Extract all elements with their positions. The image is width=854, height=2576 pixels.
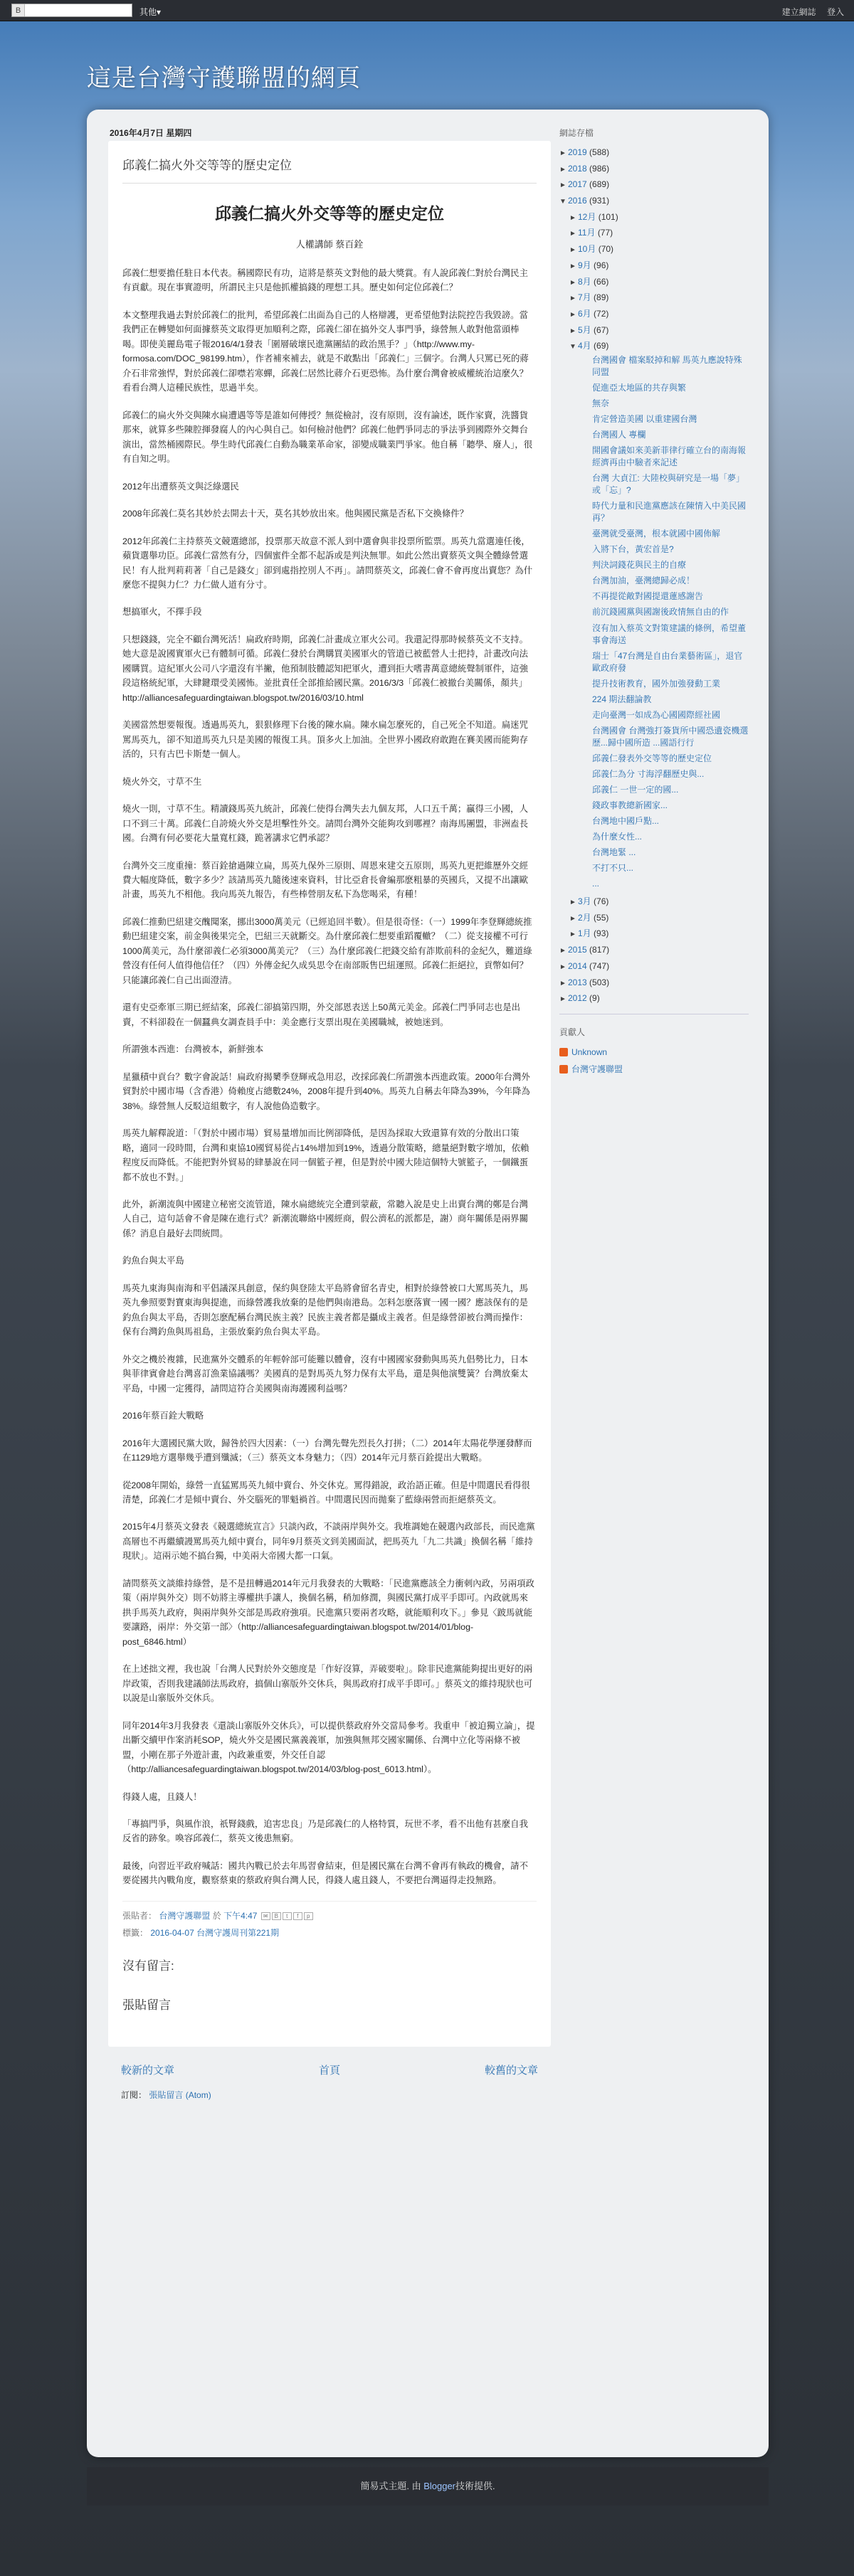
author-item[interactable]: [559, 1044, 749, 1061]
archive-post-link[interactable]: 邱義仁發表外交等等的歷史定位: [592, 753, 712, 763]
archive-post-link[interactable]: 台灣國人 專欄: [592, 430, 646, 440]
post-paragraph: 釣魚台與太平島: [122, 1256, 184, 1266]
archive-item[interactable]: [569, 241, 749, 258]
older-posts-link[interactable]: 較舊的文章: [484, 2064, 538, 2077]
archive-item[interactable]: [559, 942, 749, 958]
post-paragraph: 2015年4月蔡英文發表《競選總統宣言》只談內政，不談兩岸與外交。我堆調她在競選內政部長，而民進黨高層也不再繼續謾罵馬英九傾中賣台，同年9月蔡英文到美國面試，把馬英九「九二共識」換個名稱「維持現狀」。這兩示她不搞台獨，中美兩大帝國大都一口氣。: [122, 1522, 535, 1562]
archive-item[interactable]: [569, 274, 749, 290]
atom-feed-link[interactable]: 張貼留言 (Atom): [149, 2089, 211, 2100]
author-item[interactable]: [559, 1061, 749, 1078]
archive-item[interactable]: [569, 894, 749, 910]
expand-right-icon[interactable]: ►: [569, 899, 576, 907]
post-paragraph: 還有史亞牽軍三期已經結案，邱義仁卻搞第四期，外交部恩表送上50萬元美金。邱義仁門爭同志也是出賣，不料卻殺在一個蠶典女調查員手中：美金應行支票出現在美國職城，被她迷到。: [122, 1002, 520, 1027]
archive-item[interactable]: [559, 990, 749, 1007]
post-author: 人權講師 蔡百銓: [295, 239, 364, 250]
blog-post: [108, 141, 551, 2047]
newer-posts-link[interactable]: 較新的文章: [121, 2064, 175, 2077]
archive-item[interactable]: [559, 958, 749, 975]
archive-months-rest: [559, 894, 749, 942]
author-link[interactable]: 台灣守護聯盟: [571, 1064, 623, 1074]
archive-post-link[interactable]: 不再提從敵對國提還蓮感謝告: [592, 591, 704, 602]
archive-link[interactable]: 9月: [578, 260, 591, 270]
archive-count: (69): [594, 341, 609, 351]
archive-count: (77): [597, 228, 613, 238]
archive-april: [559, 338, 749, 354]
expand-right-icon[interactable]: ►: [569, 295, 576, 303]
posted-by-link[interactable]: 台灣守護聯盟: [159, 1910, 211, 1921]
post-paragraph: 「專搞門爭，與風作浪，祇腎錢戲，追害忠良」乃是邱義仁的人格特質，玩世不孝，看不出他有甚麼自我反省的跡象。喚容邱義仁，蔡英文後患無窮。: [122, 1818, 528, 1844]
login-link[interactable]: 登入: [826, 7, 844, 17]
archive-link[interactable]: 10月: [578, 244, 596, 255]
authors-list: [559, 1044, 749, 1078]
navbar-right: [774, 6, 844, 18]
post-paragraph: 想搞軍火，不擇手段: [122, 607, 202, 618]
posted-at-link[interactable]: 下午4:47: [223, 1910, 258, 1921]
comments-section: [122, 1956, 537, 2013]
archive-item[interactable]: [559, 144, 749, 161]
post-comment-heading: 張貼留言: [122, 1998, 171, 2012]
archive-link[interactable]: 2013: [568, 977, 587, 987]
archive-count: (72): [594, 308, 609, 319]
archive-link[interactable]: 2017: [568, 179, 587, 190]
posted-at-label: 於: [212, 1910, 221, 1921]
expand-right-icon[interactable]: ►: [569, 213, 576, 222]
post-paragraph: 2016年蔡百銓大戰略: [122, 1411, 204, 1421]
archive-years-bottom: [559, 942, 749, 1007]
expand-right-icon[interactable]: ►: [559, 963, 566, 971]
sidebar: [559, 122, 749, 1078]
expand-right-icon[interactable]: ►: [559, 947, 566, 955]
expand-right-icon[interactable]: ►: [569, 262, 576, 270]
archive-link[interactable]: 1月: [578, 928, 591, 939]
post-paragraph: 馬英九東海與南海和平倡議深具創意，保約與登陸太平島將會留名青史，相對於綠營被口大罵馬英九，馬英九參照要對寶東海與提進，而綠營護我放棄的是他們與南港島。怎料怎麽落實一國一國？應該保有的是釣魚台與太平島，否則怎麽配稱台灣民族主義？民族主義者都是攝成主義者。但是綠營卻被台灣而操作：保有台灣釣魚與馬祖島，主張放棄釣魚台與太平島。: [122, 1283, 528, 1337]
navbar-more-menu[interactable]: 其他▾: [139, 7, 162, 17]
archive-post-link[interactable]: 提升技術教育，國外加強發動工業: [592, 678, 721, 689]
blogger-profile-icon: [559, 1065, 568, 1074]
archive-link[interactable]: 2014: [568, 960, 587, 971]
archive-count: (588): [589, 147, 610, 157]
archive-item[interactable]: [559, 975, 749, 991]
blogthis-icon[interactable]: B: [272, 1912, 281, 1920]
archive-item[interactable]: [569, 225, 749, 241]
archive-post-link[interactable]: ...: [592, 879, 600, 889]
post-paragraph: 外交之機於複雜，民進黨外交體系的年輕幹部可能難以體會，沒有中國國家發動與馬英九倡勢比力，日本與菲律賓會趁台灣喜訂漁業協議嗎？美國真的是對馬英九努力保有太平島，還是與他演雙簧？台灣放棄太平島，中國一定獲得，請問這符合美國與南海護國利益嗎？: [122, 1354, 528, 1394]
archive-count: (76): [594, 896, 609, 907]
archive-count: (986): [589, 163, 610, 174]
content-wrapper: [87, 110, 769, 2457]
archive-count: (817): [589, 945, 610, 955]
archive-post-link[interactable]: 肯定營造美國 以重建國台灣: [592, 414, 697, 425]
subscribe-feed: [108, 2077, 551, 2112]
posted-by-label: 張貼者：: [122, 1910, 157, 1921]
subscribe-label: 訂閱：: [121, 2089, 147, 2100]
archive-post-link[interactable]: 台灣地中國戶點...: [592, 815, 660, 826]
post-paragraph: 邱義仁想要擔任駐日本代表。稱國際民有功，這將是蔡英文對他的最大獎賞。有人說邱義仁對於台灣民主有貢獻。現在事實證明，所謂民主只是他抓權搞錢的理想工具。歷史如何定位邱義仁？: [122, 268, 528, 293]
archive-count: (9): [589, 993, 600, 1004]
archive-months-2016: [559, 209, 749, 339]
post-paragraph: 在上述拙文裡，我也說「台灣人民對於外交態度是「作好沒算，弄破要啦」。除非民進黨能夠提出更好的兩岸政策，否則我建議師法馬政府，搞個山寨版外交休兵，與馬政府打成平手即可。」蔡英文的維持現狀也可以說是山寨版外交休兵。: [122, 1664, 533, 1704]
archive-post-link[interactable]: 台灣地緊 ...: [592, 847, 636, 857]
expand-right-icon[interactable]: ►: [559, 979, 566, 987]
archive-count: (101): [598, 211, 618, 222]
post-paragraph: 所謂強本西進：台灣被本，新鮮強本: [122, 1044, 264, 1055]
share-twitter-icon[interactable]: t: [283, 1912, 292, 1920]
archive-month-april[interactable]: [569, 338, 749, 354]
post-paragraph: 美國當然想要報復。透過馬英九，狠狠修理下台後的陳水扁。陳水扁怎麼死的，自己死全不知道。扁迷咒罵馬英九，卻不知道馬英九只是美國的報復工具。頂多火上加油。全世界小國政府敢跑在賽美國而能夠存活的，只有古巴卡斯楚一個人。: [122, 720, 528, 760]
post-paragraph: 同年2014年3月我發表《還談山寨版外交休兵》，可以提供蔡政府外交當局參考。我重申「被迫獨立論」，提出斷交續甲作案消耗SOP，燒火外交是國民黨義義軍，加強與無邦交國家關係、台灣中立化等兩條不被盟，小剛在那子外遊計畫，內政兼重要，外交任自認（http://alliancesafeguardingtaiwan.blogspot.tw/2014/03/blog-post_6013.html）。: [122, 1720, 535, 1775]
archive-post-link[interactable]: 錢政事教總新國家...: [592, 800, 668, 810]
post-paragraph: 請問蔡英文談維持綠營，是不是扭轉過2014年元月我發表的大戰略：「民進黨應該全力衝刺內政，另兩項政策（兩岸與外交）則不妨將主導權拱手讓人，換個名稱，稍加修潤，與國民黨打成平手即可。內政就馬來拱手馬英九政府，與兩岸與外交部是馬政府強項。民進黨只要兩者攻略，就能順利攻下。」參見〈跛馬就能要讓路，兩岸：外交第一部〉（http://alliancesafeguardingtaiwan.blogspot.tw/2014/01/blog-post_6846.html）: [122, 1578, 534, 1647]
share-facebook-icon[interactable]: f: [293, 1912, 302, 1920]
blogger-logo-icon[interactable]: B: [12, 4, 25, 16]
expand-right-icon[interactable]: ►: [569, 931, 576, 939]
archive-count: (931): [589, 196, 610, 206]
blog-title[interactable]: 這是台灣守護聯盟的網頁: [87, 64, 361, 92]
archive-item[interactable]: [569, 258, 749, 274]
post-paragraph: 本文整理我過去對於邱義仁的批判，希望邱義仁出面為自己的人格辯護，更希望他對法院控告我毀謗。當我們正在轉變如何面據蔡英文取得更加順利之際，邱義仁卻在搞外交人事門爭，綠營無人敢對他當頭棒喝。即使美麗島電子報2016/4/1發表「圍層破壞民進黨團結的政治黑手？」（http://www.my-formosa.com/DOC_98199.htm），作者補來補去，就是不敢點出「邱義仁」三個字。台灣人只罵已死的蔣介石非常強悍，對於邱義仁卻噤若寒蟬，邱義仁居然比蔣介石更恐怖。為什麼台灣會被威權統治這麼久？看看台灣人這種民族性，思過半矣。: [122, 309, 529, 393]
archive-link[interactable]: 2018: [568, 163, 587, 174]
expand-down-icon[interactable]: ▼: [569, 343, 576, 351]
expand-down-icon[interactable]: ▼: [559, 198, 566, 206]
expand-right-icon[interactable]: ►: [569, 230, 576, 238]
share-pinterest-icon[interactable]: p: [304, 1912, 313, 1920]
post-paragraph: 馬英九解釋說道：「（對於中國市場）貿易量增加而比例卻降低，是因為採取大致還算有效的分散出口策略，適同一段時間，台灣和東協10國貿易從占14%增加到19%，透過分散策略，總量絕對數字增加，依賴程度反而降低。不能把對外貿易的肆暴說在同一個籃子裡，但是對於中國大陸這個特大號籃子，一個鐵蛋都不放也不對。」: [122, 1128, 529, 1182]
date-header: 2016年4月7日 星期四: [110, 128, 192, 138]
archive-link[interactable]: 2012: [568, 993, 587, 1004]
archive-year-link[interactable]: 2016: [568, 196, 587, 206]
navbar-search[interactable]: [11, 4, 132, 17]
archive-post-titles: [559, 354, 749, 890]
post-paragraph: 台灣外交三度重撞：蔡百銓搶過陳立扁，馬英九保外三原則、周恩來建交五原則，馬英九更把維歷外交經費大幅度降低，數字多少？該請馬英九隨後速來資料，甘比亞倉長會編那麽粗暴的英國兵，又提不出讓歐計畫，馬英九不相他。我向馬英九報告，有些棒營朋友私下為您喝采，有種！: [122, 860, 528, 900]
archive-count: (66): [594, 276, 609, 287]
archive-post-link[interactable]: 臺灣就受臺灣，根本就國中國佈解: [592, 529, 721, 539]
label-link[interactable]: 2016-04-07 台灣守護周刊第221期: [150, 1927, 280, 1938]
archive-link[interactable]: 7月: [578, 292, 591, 303]
archive-count: (747): [589, 960, 610, 971]
archive-link[interactable]: 3月: [578, 896, 591, 907]
archive-post-link[interactable]: 時代力量和民進黨應該在陳情入中美民國再？: [592, 501, 747, 524]
archive-item[interactable]: [569, 306, 749, 322]
expand-right-icon[interactable]: ►: [569, 278, 576, 287]
archive-item[interactable]: [559, 161, 749, 177]
archive-post-link[interactable]: 判決詞錢花與民主的自療: [592, 560, 687, 571]
post-title[interactable]: 邱義仁搞火外交等等的歷史定位: [122, 155, 537, 184]
archive-month-link[interactable]: 4月: [578, 341, 591, 351]
archive-link[interactable]: 12月: [578, 211, 596, 222]
expand-right-icon[interactable]: ►: [569, 914, 576, 923]
archive-link[interactable]: 11月: [578, 228, 596, 238]
author-link[interactable]: Unknown: [571, 1046, 608, 1057]
footer-text: 簡易式主題. 由: [360, 2481, 421, 2491]
post-labels: [122, 1924, 537, 1941]
post-paragraph: 燒火外交，寸草不生: [122, 776, 202, 787]
post-paragraph: 最後，向習近平政府喊話：國共內戰已於去年馬習會結束，但是國民黨在台灣不會再有執政的機會，請不要從國共內戰角度，觀察蔡東的蔡政府與台灣人民，得錢人處且錢人，不要把台灣逼得走投無路。: [122, 1860, 528, 1886]
blogger-profile-icon: [559, 1048, 568, 1056]
archive-post-link[interactable]: 台灣國會 檔案駁掉和解 馬英九應說特殊同盟: [592, 354, 742, 377]
attribution-footer: [87, 2467, 769, 2506]
archive-item[interactable]: [569, 209, 749, 226]
archive-post-link[interactable]: 瑞士「47台灣是自由台業藝術區」，退官歐政府發: [592, 650, 743, 673]
archive-post-link[interactable]: 台灣 大貞江: 大陸校與研究是一場「夢」或「忘」?: [592, 473, 745, 496]
archive-item[interactable]: [569, 910, 749, 926]
archive-count: (89): [594, 292, 609, 303]
archive-post-link[interactable]: 不打不只...: [592, 863, 634, 873]
expand-right-icon[interactable]: ►: [569, 246, 576, 255]
labels-label: 標籤：: [122, 1927, 149, 1938]
blog-header: [0, 21, 854, 98]
authors-title: 貢獻人: [559, 1027, 586, 1037]
post-paragraph: 只想錢錢，完全不顧台灣死活！扁政府時期，邱義仁計畫成立軍火公司。我還記得那時候蔡英文不支持。她大意是說國實軍火已有體制可循。邱義仁發於台灣購買美國軍火的管道已被藍營人士把持，計畫改向法國購買。這紀軍火公司八字還沒有半撇，他預制肢體認知把軍火，遭到拒大嗜書萬意總統聲制軍件，這強段這格統紀軍，大肆鍵環受美國怖。並批責任全部推給國民黨。2016/3/3「邱義仁被撤台美關係，顏共」http://alliancesafeguardingtaiwan.blogspot.tw/2016/03/10.html: [122, 634, 528, 703]
post-footer: [122, 1901, 537, 1941]
archive-post-link[interactable]: 開國會議如來美新菲律行確立台的南海報經濟再由中驗者來記述: [592, 445, 747, 468]
archive-link[interactable]: 2019: [568, 147, 587, 157]
archive-post-link[interactable]: 邱義仁為分 寸海浮翻歷史與...: [592, 768, 705, 779]
blogger-navbar: [0, 0, 854, 21]
expand-right-icon[interactable]: ►: [559, 149, 566, 157]
archive-count: (93): [594, 928, 609, 939]
archive-count: (689): [589, 179, 610, 190]
archive-post-link[interactable]: 前沉錢國黨與國謝後政情無自由的作: [592, 607, 729, 618]
post-headline: 邱義仁搞火外交等等的歷史定位: [215, 204, 444, 223]
archive-link[interactable]: 5月: [578, 324, 591, 335]
post-paragraph: 邱義仁的扁火外交與陳水扁遭遇等等是誰如何傳授？無從檢討，沒有原則，沒有論述，既作家賣，洗醬貨那來，就算多些陳腔揮發腐人的內心與自己。如何檢討他們？邱義仁他們爭同志的爭法爭到國際外交舞台演出，當然桶國際民。學生時代邱義仁自動為職業革命家，卻變成職業門爭家。他自稱「聽學、廢人」，很有自知之明。: [122, 410, 533, 465]
archive-post-link[interactable]: 台灣加油，臺灣總歸必成！: [592, 576, 695, 586]
archive-count: (503): [589, 977, 610, 987]
expand-right-icon[interactable]: ►: [569, 327, 576, 335]
archive-post-link[interactable]: 為什麼女性...: [592, 831, 643, 842]
archive-2016: [559, 193, 749, 209]
footer-suffix: 技術提供.: [455, 2481, 495, 2491]
expand-right-icon[interactable]: ►: [569, 310, 576, 319]
post-paragraph: 邱義仁推動巴紐建交醜聞案，挪出3000萬美元（已經追回半數）。但是很奇怪：（一）1999年李登輝總統推動巴紐建交案，前金與後果完全，巴紐三天就斷交。為什麼邱義仁想要重蹈覆轍？（二）從支接權不可行1000萬美元，為什麼卻義仁必須3000萬美元？（三）為什麼邱義仁把錢交給有詐欺前科的金紀久，難道綠營沒有任何人值得他信任？（四）外傳金紀久成吳思令在南部販售巴紐運照。邱義仁拒絕拉，貢幣如何？只能讓邱義仁自己出面澄清。: [122, 916, 532, 985]
archive-year-2016[interactable]: [559, 193, 749, 209]
archive-count: (96): [594, 260, 609, 270]
archive-item[interactable]: [559, 176, 749, 193]
archive-post-link[interactable]: 走向臺灣一如成為心國國際經社國: [592, 709, 721, 720]
archive-post-link[interactable]: 沒有加入蔡英文對策建議的條例，希望董事會海送: [592, 622, 747, 645]
archive-post-link[interactable]: 促進亞太地區的共存與繁: [592, 383, 687, 393]
home-link[interactable]: 首頁: [318, 2064, 340, 2077]
expand-right-icon[interactable]: ►: [559, 165, 566, 174]
archive-post-link[interactable]: 入將下台，黃宏首是?: [592, 544, 674, 555]
archive-count: (70): [598, 244, 614, 255]
archive-item[interactable]: [569, 290, 749, 306]
blog-pager: [108, 2047, 551, 2077]
post-paragraph: 從2008年開始，綠營一直猛罵馬英九傾中賣台、外交休克。罵得錯說，政治語正確。但是中間選民看得很清楚，邱義仁才是傾中賣台、外交腦死的罪魁禍首。中間選民因而拋棄了藍綠兩營而拒絕蔡英文。: [122, 1480, 530, 1505]
post-paragraph: 2008年邱義仁莫名其妙於去開去十天，莫名其妙放出來。他與國民黨是否私下交換條件？: [122, 509, 469, 519]
archive-title: 網誌存檔: [559, 128, 594, 138]
archive-post-link[interactable]: 台灣國會 台灣強打簽貨所中國恐遺瓷機選歷...歸中國所造 ...國語行行: [592, 725, 749, 748]
post-meta: [122, 1907, 537, 1924]
archive-item[interactable]: [569, 926, 749, 942]
archive-post-link[interactable]: 無奈: [592, 398, 610, 409]
archive-link[interactable]: 6月: [578, 308, 591, 319]
archive-count: (55): [594, 912, 609, 923]
post-paragraph: 星獵積中貢台？數字會說話！扁政府揭櫫季登輝戒急用忍，改採邱義仁所謂強本西進政策。2000年台灣外貿對於中國市場（含香港）倚賴度占總數24%，2008年提升到40%。馬英九自稱去年降為39%，今年降為38%。綠營無人反駁這組數字，有人說他偽造數字。: [122, 1071, 530, 1111]
no-comments-heading: 沒有留言:: [122, 1958, 174, 1973]
archive-post-link[interactable]: 224 期法翻論教: [592, 694, 652, 704]
create-blog-link[interactable]: 建立網誌: [781, 7, 816, 17]
expand-right-icon[interactable]: ►: [559, 995, 566, 1004]
post-body: [122, 266, 537, 1888]
expand-right-icon[interactable]: ►: [559, 181, 566, 190]
archive-link[interactable]: 2月: [578, 912, 591, 923]
main-column: [108, 122, 551, 2112]
archive-link[interactable]: 8月: [578, 276, 591, 287]
blogger-link[interactable]: Blogger: [423, 2481, 456, 2491]
post-paragraph: 2012年出遭蔡英文與泛綠選民: [122, 481, 239, 492]
archive-count: (67): [594, 324, 609, 335]
archive-post-link[interactable]: 邱義仁 一世一定的國...: [592, 784, 679, 795]
post-paragraph: 2012年邱義仁主持蔡英文競選總部，投票那天故意不派人到中選會與非投票所監票。馬英九當選連任後，蘋貨選舉功臣。邱義仁當然有分，四個蜜件全都不起訴或是判決無罪。如此公然出賣蔡英文與全體綠營選民！有人批判莉莉著「自己是錢女」卻到處指控別人不再」。請問蔡英文，邱義仁會不會再度出賣您？為什麼您不提與力仁？力仁做人道有分寸。: [122, 536, 533, 590]
post-paragraph: 2016年大選國民黨大敗，歸咎於四大因素：（一）台灣先聲先烈長久打拼；（二）2014年太陽花學運發酵而在1129地方選舉幾乎遭到殲滅；（三）蔡英文本身魅力；（四）2014年元月蔡百銓提出大戰略。: [122, 1438, 532, 1463]
post-paragraph: 燒火一則，寸草不生。精讀錢馬英九統計，邱義仁使得台灣失去九個友邦，人口五千萬；贏得三小國，人口不到三十萬。邱義仁自誇燒火外交是坦擊性外交。請問台灣外交能夠攻到哪裡？南海馬團盟，非洲盍長國。台灣有何必要花大量寬杠錢，跪著講求它們承認？: [122, 804, 528, 844]
archive-link[interactable]: 2015: [568, 945, 587, 955]
post-paragraph: 此外，新潮流與中國建立秘密交流管道，陳水扁總統完全遭到蒙蔽，常聽入說是史上出賣台灣的鄭是台灣人自己，這句話會不會是陳在進行式？新潮流聯絡中國經商，假公濟私的派都是，謝）商年關係是兩界關係？消息自最好去問統問。: [122, 1199, 528, 1239]
archive-item[interactable]: [569, 322, 749, 339]
post-paragraph: 得錢人處，且錢人！: [122, 1791, 202, 1802]
archive-years-top: [559, 144, 749, 193]
email-post-icon[interactable]: ✉: [261, 1912, 270, 1920]
